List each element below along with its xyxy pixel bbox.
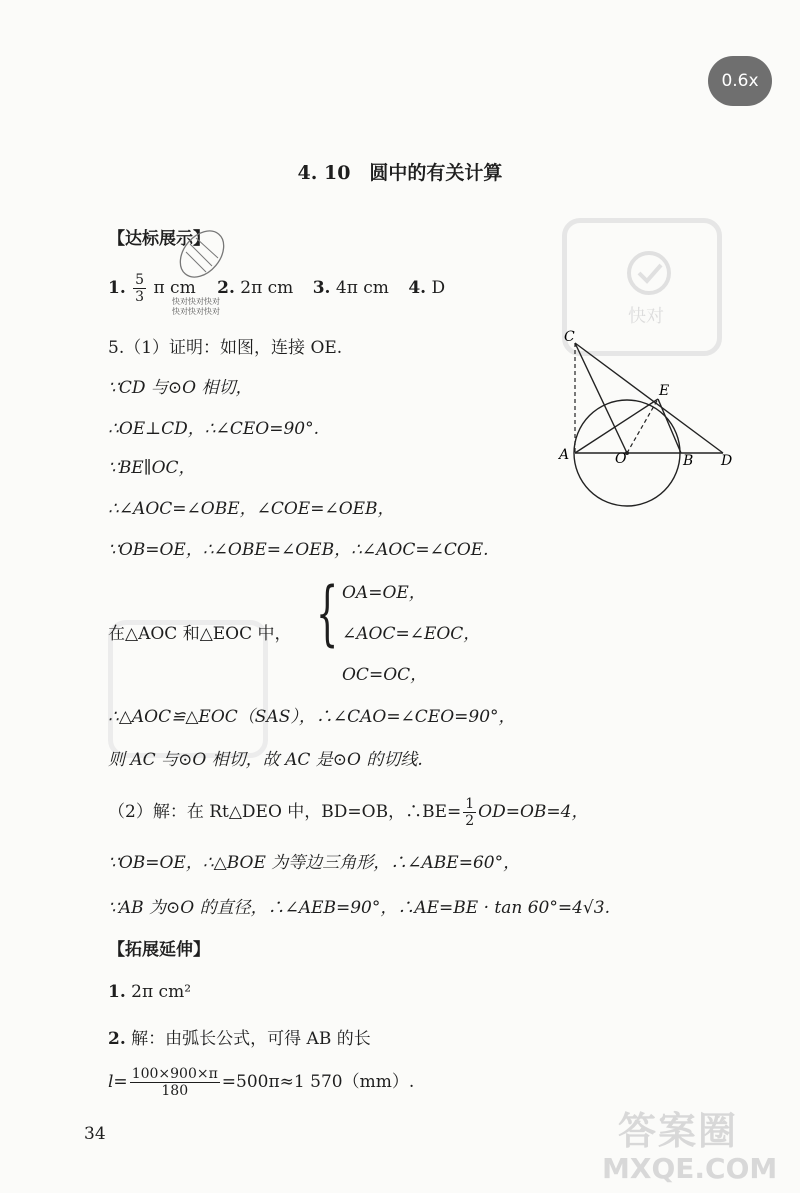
corner-watermark-line-1: 答案圈 <box>618 1109 739 1153</box>
proof-line-10 <box>108 796 588 829</box>
answer-4: D <box>431 278 446 298</box>
fraction-denominator: 2 <box>465 813 475 829</box>
proof-line-8: ∴△AOC≌△EOC（SAS），∴∠CAO=∠CEO=90°， <box>108 707 516 727</box>
proof-line-7: 在△AOC 和△EOC 中， <box>108 624 292 644</box>
line-be <box>658 399 681 453</box>
formula-lhs: l= <box>108 1072 128 1092</box>
label-e: E <box>659 383 670 399</box>
formula-fraction <box>130 1066 220 1099</box>
line-ae <box>575 399 658 453</box>
answer-number-3: 3. <box>312 278 331 298</box>
formula-rhs: =500π≈1 570（mm）. <box>221 1072 415 1092</box>
line-oe-dashed <box>627 399 658 453</box>
system-brace: { <box>316 572 339 654</box>
extend-answer-1 <box>108 982 191 1002</box>
fraction-numerator: 1 <box>465 796 475 812</box>
corner-watermark-line-2: MXQE.COM <box>602 1152 778 1185</box>
answer-number-2: 2. <box>217 278 235 298</box>
fraction-5-3 <box>133 272 146 305</box>
fraction-1-2 <box>463 796 476 829</box>
system-eq-3: OC=OC， <box>342 665 428 685</box>
section-heading-extend: 【拓展延伸】 <box>108 940 210 960</box>
proof-line-6: ∵OB=OE，∴∠OBE=∠OEB，∴∠AOC=∠COE. <box>108 540 489 560</box>
proof-line-3: ∴OE⊥CD，∴∠CEO=90°. <box>108 419 319 439</box>
arc-length-formula <box>108 1066 414 1099</box>
proof-line-2: ∵CD 与⊙O 相切， <box>108 378 253 398</box>
proof-line-5: ∴∠AOC=∠OBE，∠COE=∠OEB， <box>108 499 395 519</box>
answer-number-1: 1. <box>108 278 126 298</box>
system-eq-1: OA=OE， <box>342 583 426 603</box>
formula-numerator: 100×900×π <box>131 1066 218 1082</box>
proof-line-9: 则 AC 与⊙O 相切，故 AC 是⊙O 的切线. <box>108 750 423 770</box>
fraction-numerator: 5 <box>135 272 145 288</box>
label-o: O <box>615 451 627 467</box>
label-c: C <box>564 329 575 345</box>
proof-line-10-part-b: OD=OB=4， <box>478 802 589 822</box>
proof-line-11: ∵OB=OE，∴△BOE 为等边三角形，∴∠ABE=60°， <box>108 853 521 873</box>
label-d: D <box>721 453 733 469</box>
watermark-text: 快对 <box>628 306 664 327</box>
label-b: B <box>683 453 694 469</box>
proof-line-1: 5.（1）证明：如图，连接 OE. <box>108 338 343 358</box>
label-a: A <box>559 447 570 463</box>
stamp-text <box>172 297 220 317</box>
answer-1: π cm <box>153 278 196 298</box>
extend-answer-2 <box>108 1024 371 1049</box>
answer-number-4: 4. <box>408 278 427 298</box>
answer-2: 2π cm <box>240 278 294 298</box>
answer-3: 4π cm <box>335 278 389 298</box>
system-eq-2: ∠AOC=∠EOC， <box>342 624 481 644</box>
geometry-figure <box>555 325 745 510</box>
extend-answer-number-1: 1. <box>108 982 126 1002</box>
proof-line-12: ∵AB 为⊙O 的直径，∴∠AEB=90°，∴AE=BE · tan 60°=4√3. <box>108 898 610 918</box>
zoom-level-badge[interactable]: 0.6x <box>708 56 772 106</box>
page-title: 4. 10 圆中的有关计算 <box>297 162 503 184</box>
section-heading-basic: 【达标展示】 <box>108 229 210 249</box>
extend-answer-2-text: 解：由弧长公式，可得 AB 的长 <box>131 1029 371 1049</box>
page-number: 34 <box>84 1124 106 1144</box>
proof-line-4: ∵BE∥OC， <box>108 458 196 478</box>
extend-answer-number-2: 2. <box>108 1029 126 1049</box>
proof-line-10-part-a: （2）解：在 Rt△DEO 中，BD=OB，∴BE= <box>108 802 462 822</box>
line-cd <box>575 343 723 453</box>
stamp-text-line: 快对快对快对 <box>172 307 220 316</box>
formula-denominator: 180 <box>161 1083 189 1099</box>
answers-line-1 <box>108 272 445 305</box>
extend-answer-1-value: 2π cm² <box>131 982 192 1002</box>
stamp-text-line: 快对快对快对 <box>172 297 220 306</box>
fraction-denominator: 3 <box>135 289 145 305</box>
